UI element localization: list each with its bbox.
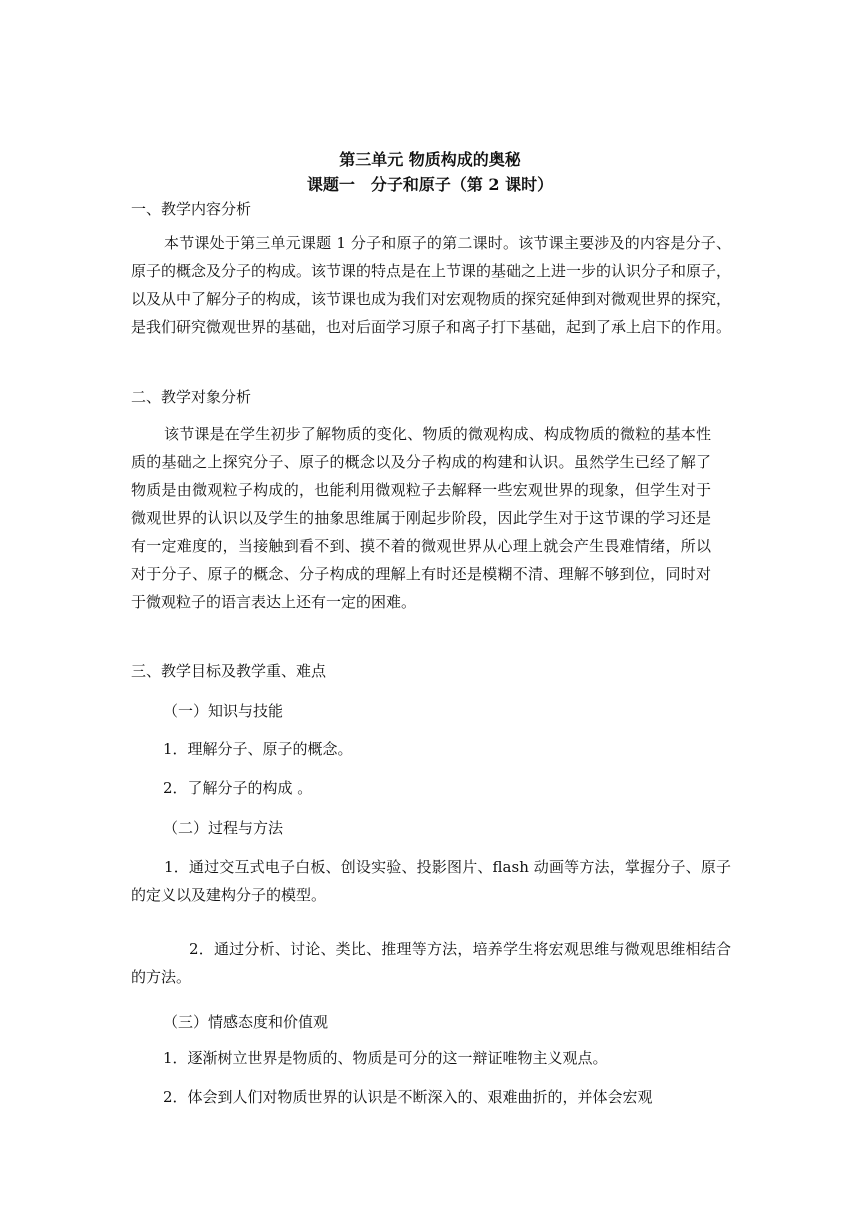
list-item-process-2: 2．通过分析、讨论、类比、推理等方法，培养学生将宏观思维与微观思维相结合的方法。 bbox=[131, 940, 731, 986]
document-subtitle: 课题一 分子和原子（第 2 课时） bbox=[306, 175, 554, 194]
section-heading-audience-analysis: 二、教学对象分析 bbox=[131, 388, 252, 406]
list-item-knowledge-2: 2．了解分子的构成 。 bbox=[163, 779, 313, 797]
list-item-process-1: 1．通过交互式电子白板、创设实验、投影图片、flash 动画等方法，掌握分子、原子的定义以及建构分子的模型。 bbox=[131, 858, 731, 904]
list-item-attitudes-1: 1．逐渐树立世界是物质的、物质是可分的这一辩证唯物主义观点。 bbox=[163, 1049, 608, 1067]
section-heading-content-analysis: 一、教学内容分析 bbox=[131, 200, 252, 218]
paragraph-content-analysis: 本节课处于第三单元课题 1 分子和原子的第二课时。该节课主要涉及的内容是分子、原子的概念及分子的构成。该节课的特点是在上节课的基础之上进一步的认识分子和原子，以及从中了解分子的构成，该节课也成为我们对宏观物质的探究延伸到对微观世界的探究，是我们研究微观世界的基础，也对后面学习原子和离子打下基础，起到了承上启下的作用。 bbox=[131, 234, 732, 336]
paragraph-audience-analysis: 该节课是在学生初步了解物质的变化、物质的微观构成、构成物质的微粒的基本性质的基础之上探究分子、原子的概念以及分子构成的构建和认识。虽然学生已经了解了物质是由微观粒子构成的，也能利用微观粒子去解释一些宏观世界的现象，但学生对于微观世界的认识以及学生的抽象思维属于刚起步阶段，因此学生对于这节课的学习还是有一定难度的，当接触到看不到、摸不着的微观世界从心理上就会产生畏难情绪，所以对于分子、原子的概念、分子构成的理解上有时还是模糊不清、理解不够到位，同时对于微观粒子的语言表达上还有一定的困难。 bbox=[131, 425, 711, 611]
subheading-knowledge-skills: （一）知识与技能 bbox=[163, 702, 284, 720]
document-title: 第三单元 物质构成的奥秘 bbox=[339, 150, 521, 169]
list-item-knowledge-1: 1．理解分子、原子的概念。 bbox=[163, 740, 353, 758]
list-item-attitudes-2: 2．体会到人们对物质世界的认识是不断深入的、艰难曲折的，并体会宏观 bbox=[163, 1088, 653, 1106]
subheading-process-methods: （二）过程与方法 bbox=[163, 819, 284, 837]
section-heading-objectives: 三、教学目标及教学重、难点 bbox=[131, 662, 327, 680]
subheading-attitudes-values: （三）情感态度和价值观 bbox=[163, 1013, 329, 1031]
